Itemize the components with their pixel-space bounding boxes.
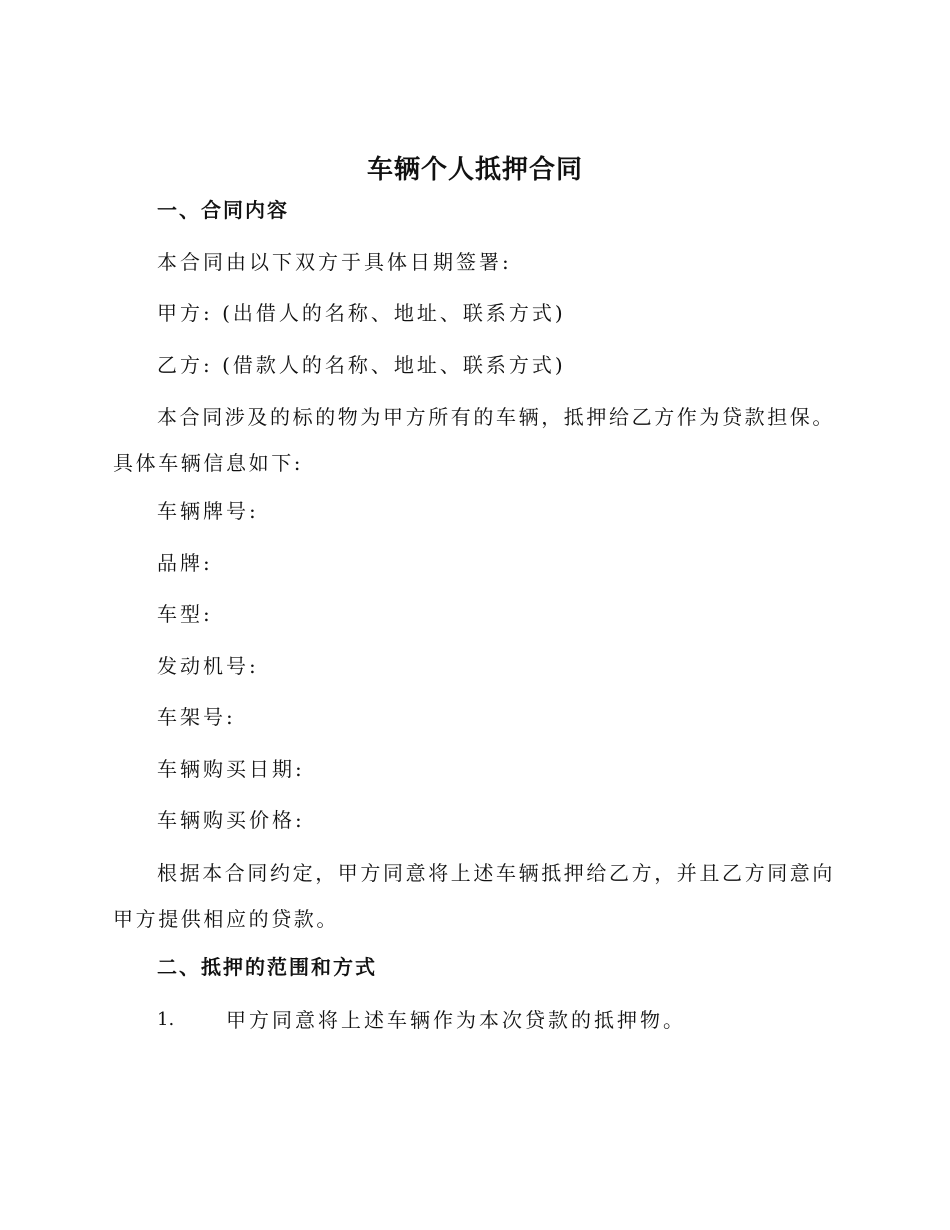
list-item-number: 1. xyxy=(157,1009,175,1030)
list-item-text: 甲方同意将上述车辆作为本次贷款的抵押物。 xyxy=(226,1008,686,1032)
section-heading-scope-and-method: 二、抵押的范围和方式 xyxy=(157,955,377,979)
field-purchase-date: 车辆购买日期: xyxy=(157,757,305,781)
agreement-paragraph: 根据本合同约定，甲方同意将上述车辆抵押给乙方，并且乙方同意向甲方提供相应的贷款。 xyxy=(113,861,835,931)
field-brand: 品牌: xyxy=(157,551,213,575)
field-engine-number: 发动机号: xyxy=(157,654,259,678)
party-a-line: 甲方: (出借人的名称、地址、联系方式) xyxy=(157,301,566,325)
party-b-line: 乙方: (借款人的名称、地址、联系方式) xyxy=(157,353,566,377)
subject-paragraph: 本合同涉及的标的物为甲方所有的车辆，抵押给乙方作为贷款担保。具体车辆信息如下: xyxy=(113,405,835,475)
field-plate-number: 车辆牌号: xyxy=(157,499,259,523)
section-heading-contract-content: 一、合同内容 xyxy=(157,198,289,222)
field-model: 车型: xyxy=(157,602,213,626)
document-title: 车辆个人抵押合同 xyxy=(366,155,583,185)
field-purchase-price: 车辆购买价格: xyxy=(157,808,305,832)
field-frame-number: 车架号: xyxy=(157,705,236,729)
intro-paragraph: 本合同由以下双方于具体日期签署: xyxy=(157,250,512,274)
